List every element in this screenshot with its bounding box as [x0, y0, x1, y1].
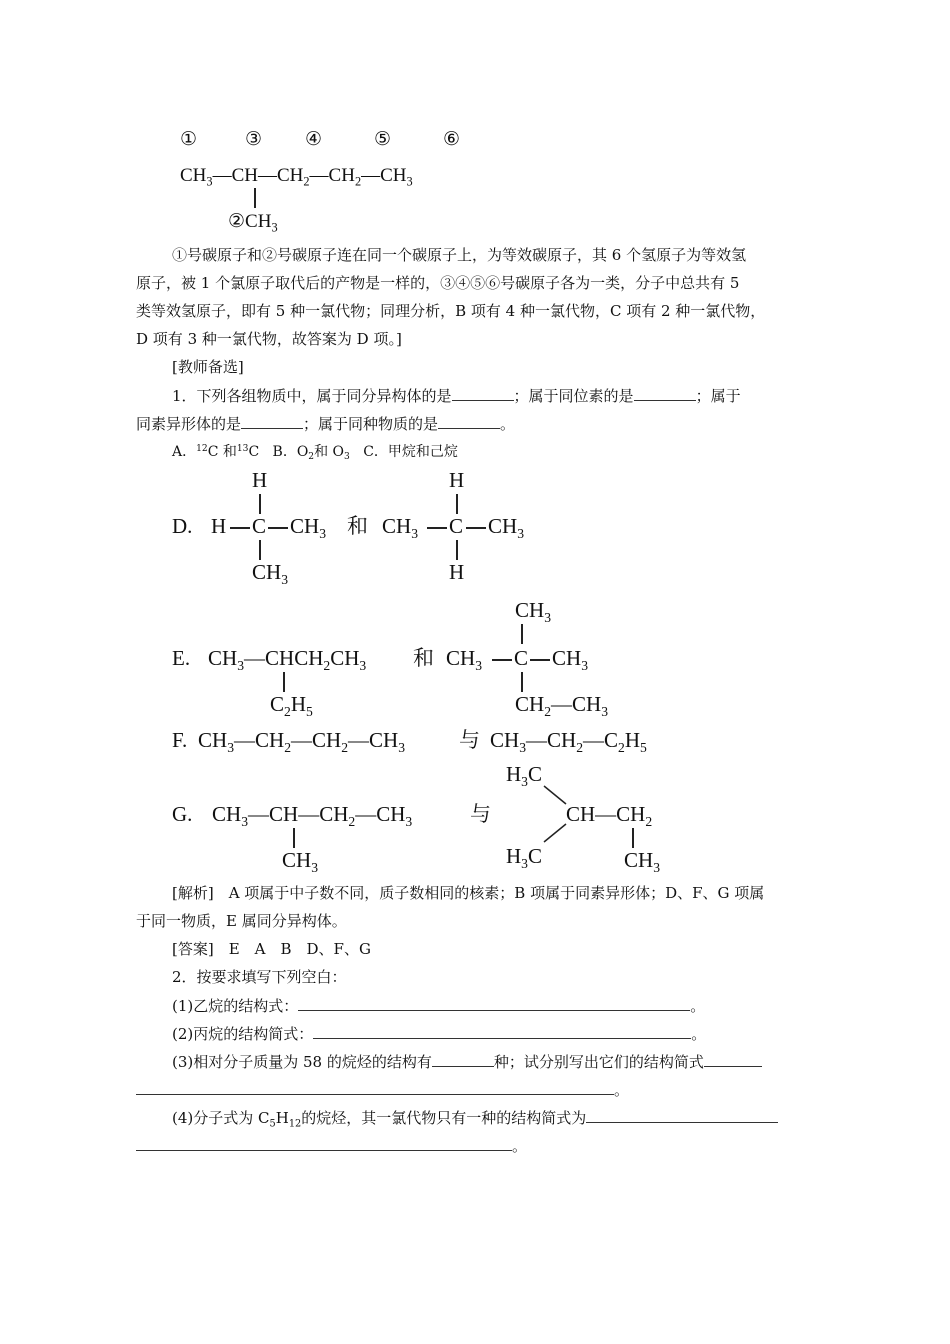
bond-line — [259, 494, 261, 514]
connector-and: 和 — [413, 646, 434, 670]
formula-left: $CH_3—CHCH_2CH_3$ — [208, 646, 367, 673]
explanation-line: 原子，被 1 个氯原子取代后的产物是一样的，③④⑤⑥号碳原子各为一类，分子中总共有 5 — [136, 274, 740, 292]
group-ch3: $CH_3$ — [382, 514, 419, 541]
bond-line — [456, 540, 458, 560]
formula-right: $CH_3—CH_2—C_2H_5$ — [490, 728, 647, 755]
option-label: G. — [172, 802, 193, 826]
bond-line — [293, 828, 295, 848]
explanation-line: 类等效氢原子，即有 5 种一氯代物；同理分析，B 项有 4 种一氯代物，C 项有 2 种一氯代物， — [136, 302, 766, 320]
bond-line — [259, 540, 261, 560]
question-2-item-4-continued: 。 — [136, 1138, 527, 1154]
atom-c: C — [514, 646, 529, 670]
question-2-item-3: (3)相对分子质量为 58 的烷烃的结构有 种；试分别写出它们的结构简式 — [172, 1054, 762, 1070]
bond-line — [283, 672, 285, 692]
explanation-line: ①号碳原子和②号碳原子连在同一个碳原子上，为等效碳原子，其 6 个氢原子为等效氢 — [172, 246, 747, 264]
atom-c: C — [449, 514, 464, 538]
answer-blank[interactable] — [241, 416, 303, 429]
answer-blank[interactable] — [298, 998, 690, 1011]
group-ch3: $CH_3$ — [446, 646, 483, 673]
question-2-item-4: (4)分子式为 $C_5H_{12}$的烷烃，其一氯代物只有一种的结构简式为 — [172, 1110, 778, 1131]
group-ch3: $CH_3$ — [290, 514, 327, 541]
atom-h: H — [449, 560, 465, 584]
formula-right: $CH—CH_2$ — [566, 802, 653, 829]
options-abc: A．$^{12}$C 和$^{13}$C B．$O_2$和 $O_3$ C．甲烷和己烷 — [172, 444, 458, 463]
group-ch3: $CH_3$ — [252, 560, 289, 587]
group-ch3: $CH_3$ — [552, 646, 589, 673]
question-2-item-3-continued: 。 — [136, 1082, 629, 1098]
answer-blank[interactable] — [432, 1054, 494, 1067]
teacher-section-heading: [教师备选] — [172, 358, 244, 376]
answer-blank[interactable] — [452, 388, 514, 401]
question-2-item-2: (2)丙烷的结构简式： 。 — [172, 1025, 707, 1043]
group-h3c: $H_3C$ — [506, 844, 543, 871]
connector-and: 和 — [347, 514, 368, 538]
connector-with: 与 — [459, 728, 480, 752]
bond-line — [456, 494, 458, 514]
branch-formula: $②CH_3$ — [228, 211, 278, 235]
bond-line — [268, 527, 288, 529]
group-h3c: $H_3C$ — [506, 762, 543, 789]
formula-left: $CH_3—CH_2—CH_2—CH_3$ — [198, 728, 406, 755]
answer-blank[interactable] — [438, 416, 500, 429]
bond-line — [427, 527, 447, 529]
carbon-label-4: ④ — [305, 129, 323, 150]
answer-line: [答案] E A B D、F、G — [172, 940, 371, 958]
option-label: D. — [172, 514, 193, 538]
answer-blank[interactable] — [136, 1082, 614, 1095]
atom-h: H — [252, 468, 268, 492]
atom-h: H — [449, 468, 465, 492]
atom-c: C — [252, 514, 267, 538]
bond-line — [632, 828, 634, 848]
formula-left: $CH_3—CH—CH_2—CH_3$ — [212, 802, 413, 829]
question-1-line-1: 1．下列各组物质中，属于同分异构体的是 ；属于同位素的是 ；属于 — [172, 387, 741, 405]
carbon-label-6: ⑥ — [443, 129, 461, 150]
explanation-line: D 项有 3 种一氯代物，故答案为 D 项。] — [136, 330, 402, 348]
answer-blank[interactable] — [586, 1110, 778, 1123]
answer-blank[interactable] — [634, 388, 696, 401]
question-2-title: 2．按要求填写下列空白： — [172, 968, 347, 986]
carbon-label-1: ① — [180, 129, 198, 150]
analysis-line: [解析] A 项属于中子数不同，质子数相同的核素；B 项属于同素异形体；D、F、G 项属 — [172, 884, 765, 902]
carbon-label-3: ③ — [245, 129, 263, 150]
group-ch3: $CH_3$ — [624, 848, 661, 875]
atom-h: H — [211, 514, 227, 538]
option-label: E. — [172, 646, 191, 670]
main-chain-formula: $CH_3—CH—CH_2—CH_2—CH_3$ — [180, 165, 413, 189]
bond-line — [530, 659, 550, 661]
question-1-line-2: 同素异形体的是 ；属于同种物质的是 。 — [136, 415, 516, 433]
group-ch3: $CH_3$ — [282, 848, 319, 875]
answer-blank[interactable] — [313, 1026, 691, 1039]
bond-line — [492, 659, 512, 661]
bond-line — [254, 188, 256, 208]
answer-blank[interactable] — [704, 1054, 762, 1067]
analysis-line: 于同一物质，E 属同分异构体。 — [136, 912, 347, 930]
bond-line — [466, 527, 486, 529]
group-ch2-ch3: $CH_2—CH_3$ — [515, 692, 609, 719]
connector-with: 与 — [470, 802, 491, 826]
bond-line — [521, 672, 523, 692]
bond-line — [521, 624, 523, 644]
group-c2h5: $C_2H_5$ — [270, 692, 313, 719]
question-2-item-1: (1)乙烷的结构式： 。 — [172, 997, 706, 1015]
bond-line — [230, 527, 250, 529]
answer-blank[interactable] — [136, 1138, 512, 1151]
group-ch3: $CH_3$ — [488, 514, 525, 541]
carbon-label-5: ⑤ — [374, 129, 392, 150]
group-ch3: $CH_3$ — [515, 598, 552, 625]
option-label: F. — [172, 728, 188, 752]
